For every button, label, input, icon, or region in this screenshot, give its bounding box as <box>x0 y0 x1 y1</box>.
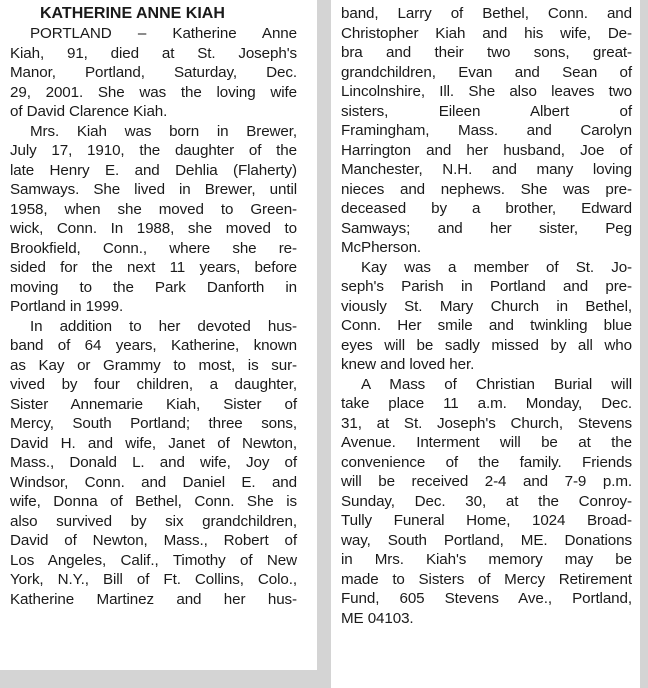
obituary-column-left <box>0 0 317 670</box>
text-line: Lincolnshire, Ill. She also leaves two <box>341 83 632 100</box>
text-line: wick, Conn. In 1988, she moved to <box>10 220 297 237</box>
text-line: Samways; and her sister, Peg <box>341 219 632 237</box>
text-line: way, South Portland, ME. Donations <box>341 531 632 549</box>
text-line: Mass., Donald L. and wife, Joy of <box>10 454 297 471</box>
text-line: Kay was a member of St. Jo- <box>361 258 632 276</box>
text-line: vived by four children, a daughter, <box>10 376 297 393</box>
text-line: McPherson. <box>341 239 422 256</box>
text-line: Katherine Martinez and her hus- <box>10 590 297 608</box>
text-line: Harrington and her husband, Joe of <box>341 141 632 159</box>
text-line: 31, at St. Joseph's Church, Stevens <box>341 414 632 432</box>
text-line: Fund, 605 Stevens Ave., Portland, <box>341 590 632 607</box>
text-line: also survived by six grandchildren, <box>10 512 297 530</box>
text-line: Conn. Her smile and twinkling blue <box>341 317 632 334</box>
text-line: deceased by a brother, Edward <box>341 200 632 217</box>
text-line: Avenue. Interment will be at the <box>341 434 632 451</box>
text-line: viously St. Mary Church in Bethel, <box>341 297 632 315</box>
obituary-headline: KATHERINE ANNE KIAH <box>40 5 225 22</box>
text-line: in Mrs. Kiah's memory may be <box>341 551 632 568</box>
text-line: David of Newton, Mass., Robert of <box>10 532 297 549</box>
text-line: Windsor, Conn. and Daniel E. and <box>10 473 297 491</box>
text-line: Kiah, 91, died at St. Joseph's <box>10 44 297 62</box>
text-line: wife, Donna of Bethel, Conn. She is <box>10 493 297 510</box>
text-line: band of 64 years, Katherine, known <box>10 337 297 354</box>
right-column-text <box>341 4 632 628</box>
text-line: Brookfield, Conn., where she re- <box>10 239 297 257</box>
text-line: In addition to her devoted hus- <box>30 317 297 335</box>
text-line: ME 04103. <box>341 609 414 627</box>
text-line: grandchildren, Evan and Sean of <box>341 63 632 81</box>
obituary-column-right <box>331 0 640 688</box>
text-line: Framingham, Mass. and Carolyn <box>341 122 632 139</box>
text-line: sisters, Eileen Albert of <box>341 102 632 120</box>
text-line: knew and loved her. <box>341 356 475 373</box>
text-line: seph's Parish in Portland and pre- <box>341 278 632 295</box>
text-line: convenience of the family. Friends <box>341 453 632 471</box>
text-line: made to Sisters of Mercy Retirement <box>341 570 632 588</box>
text-line: York, N.Y., Bill of Ft. Collins, Colo., <box>10 571 297 588</box>
text-line: Los Angeles, Calif., Timothy of New <box>10 551 297 569</box>
text-line: 1958, when she moved to Green- <box>10 200 297 218</box>
text-line: Mrs. Kiah was born in Brewer, <box>30 122 297 140</box>
text-line: sided for the next 11 years, before <box>10 259 297 276</box>
text-line: of David Clarence Kiah. <box>10 103 168 120</box>
text-line: band, Larry of Bethel, Conn. and <box>341 5 632 22</box>
text-line: Manchester, N.H. and many loving <box>341 161 632 178</box>
text-line: Samways. She lived in Brewer, until <box>10 181 297 198</box>
text-line: Mercy, South Portland; three sons, <box>10 415 297 432</box>
text-line: Christopher Kiah and his wife, De- <box>341 24 632 42</box>
text-line: nieces and nephews. She was pre- <box>341 180 632 198</box>
text-line: Sister Annemarie Kiah, Sister of <box>10 395 297 413</box>
text-line: PORTLAND – Katherine Anne <box>30 25 297 42</box>
text-line: bra and their two sons, great- <box>341 44 632 61</box>
text-line: Tully Funeral Home, 1024 Broad- <box>341 512 632 529</box>
text-line: late Henry E. and Dehlia (Flaherty) <box>10 161 297 179</box>
text-line: take place 11 a.m. Monday, Dec. <box>341 395 632 412</box>
text-line: 29, 2001. She was the loving wife <box>10 83 297 101</box>
text-line: July 17, 1910, the daughter of the <box>10 142 297 159</box>
text-line: will be received 2-4 and 7-9 p.m. <box>341 473 632 490</box>
text-line: moving to the Park Danforth in <box>10 278 297 296</box>
text-line: A Mass of Christian Burial will <box>361 375 632 393</box>
left-column-text <box>10 24 297 609</box>
text-line: Sunday, Dec. 30, at the Conroy- <box>341 492 632 510</box>
text-line: Portland in 1999. <box>10 298 124 315</box>
text-line: David H. and wife, Janet of Newton, <box>10 434 297 452</box>
text-line: as Kay or Grammy to most, is sur- <box>10 356 297 374</box>
text-line: Manor, Portland, Saturday, Dec. <box>10 64 297 81</box>
text-line: eyes will be sadly missed by all who <box>341 336 632 354</box>
